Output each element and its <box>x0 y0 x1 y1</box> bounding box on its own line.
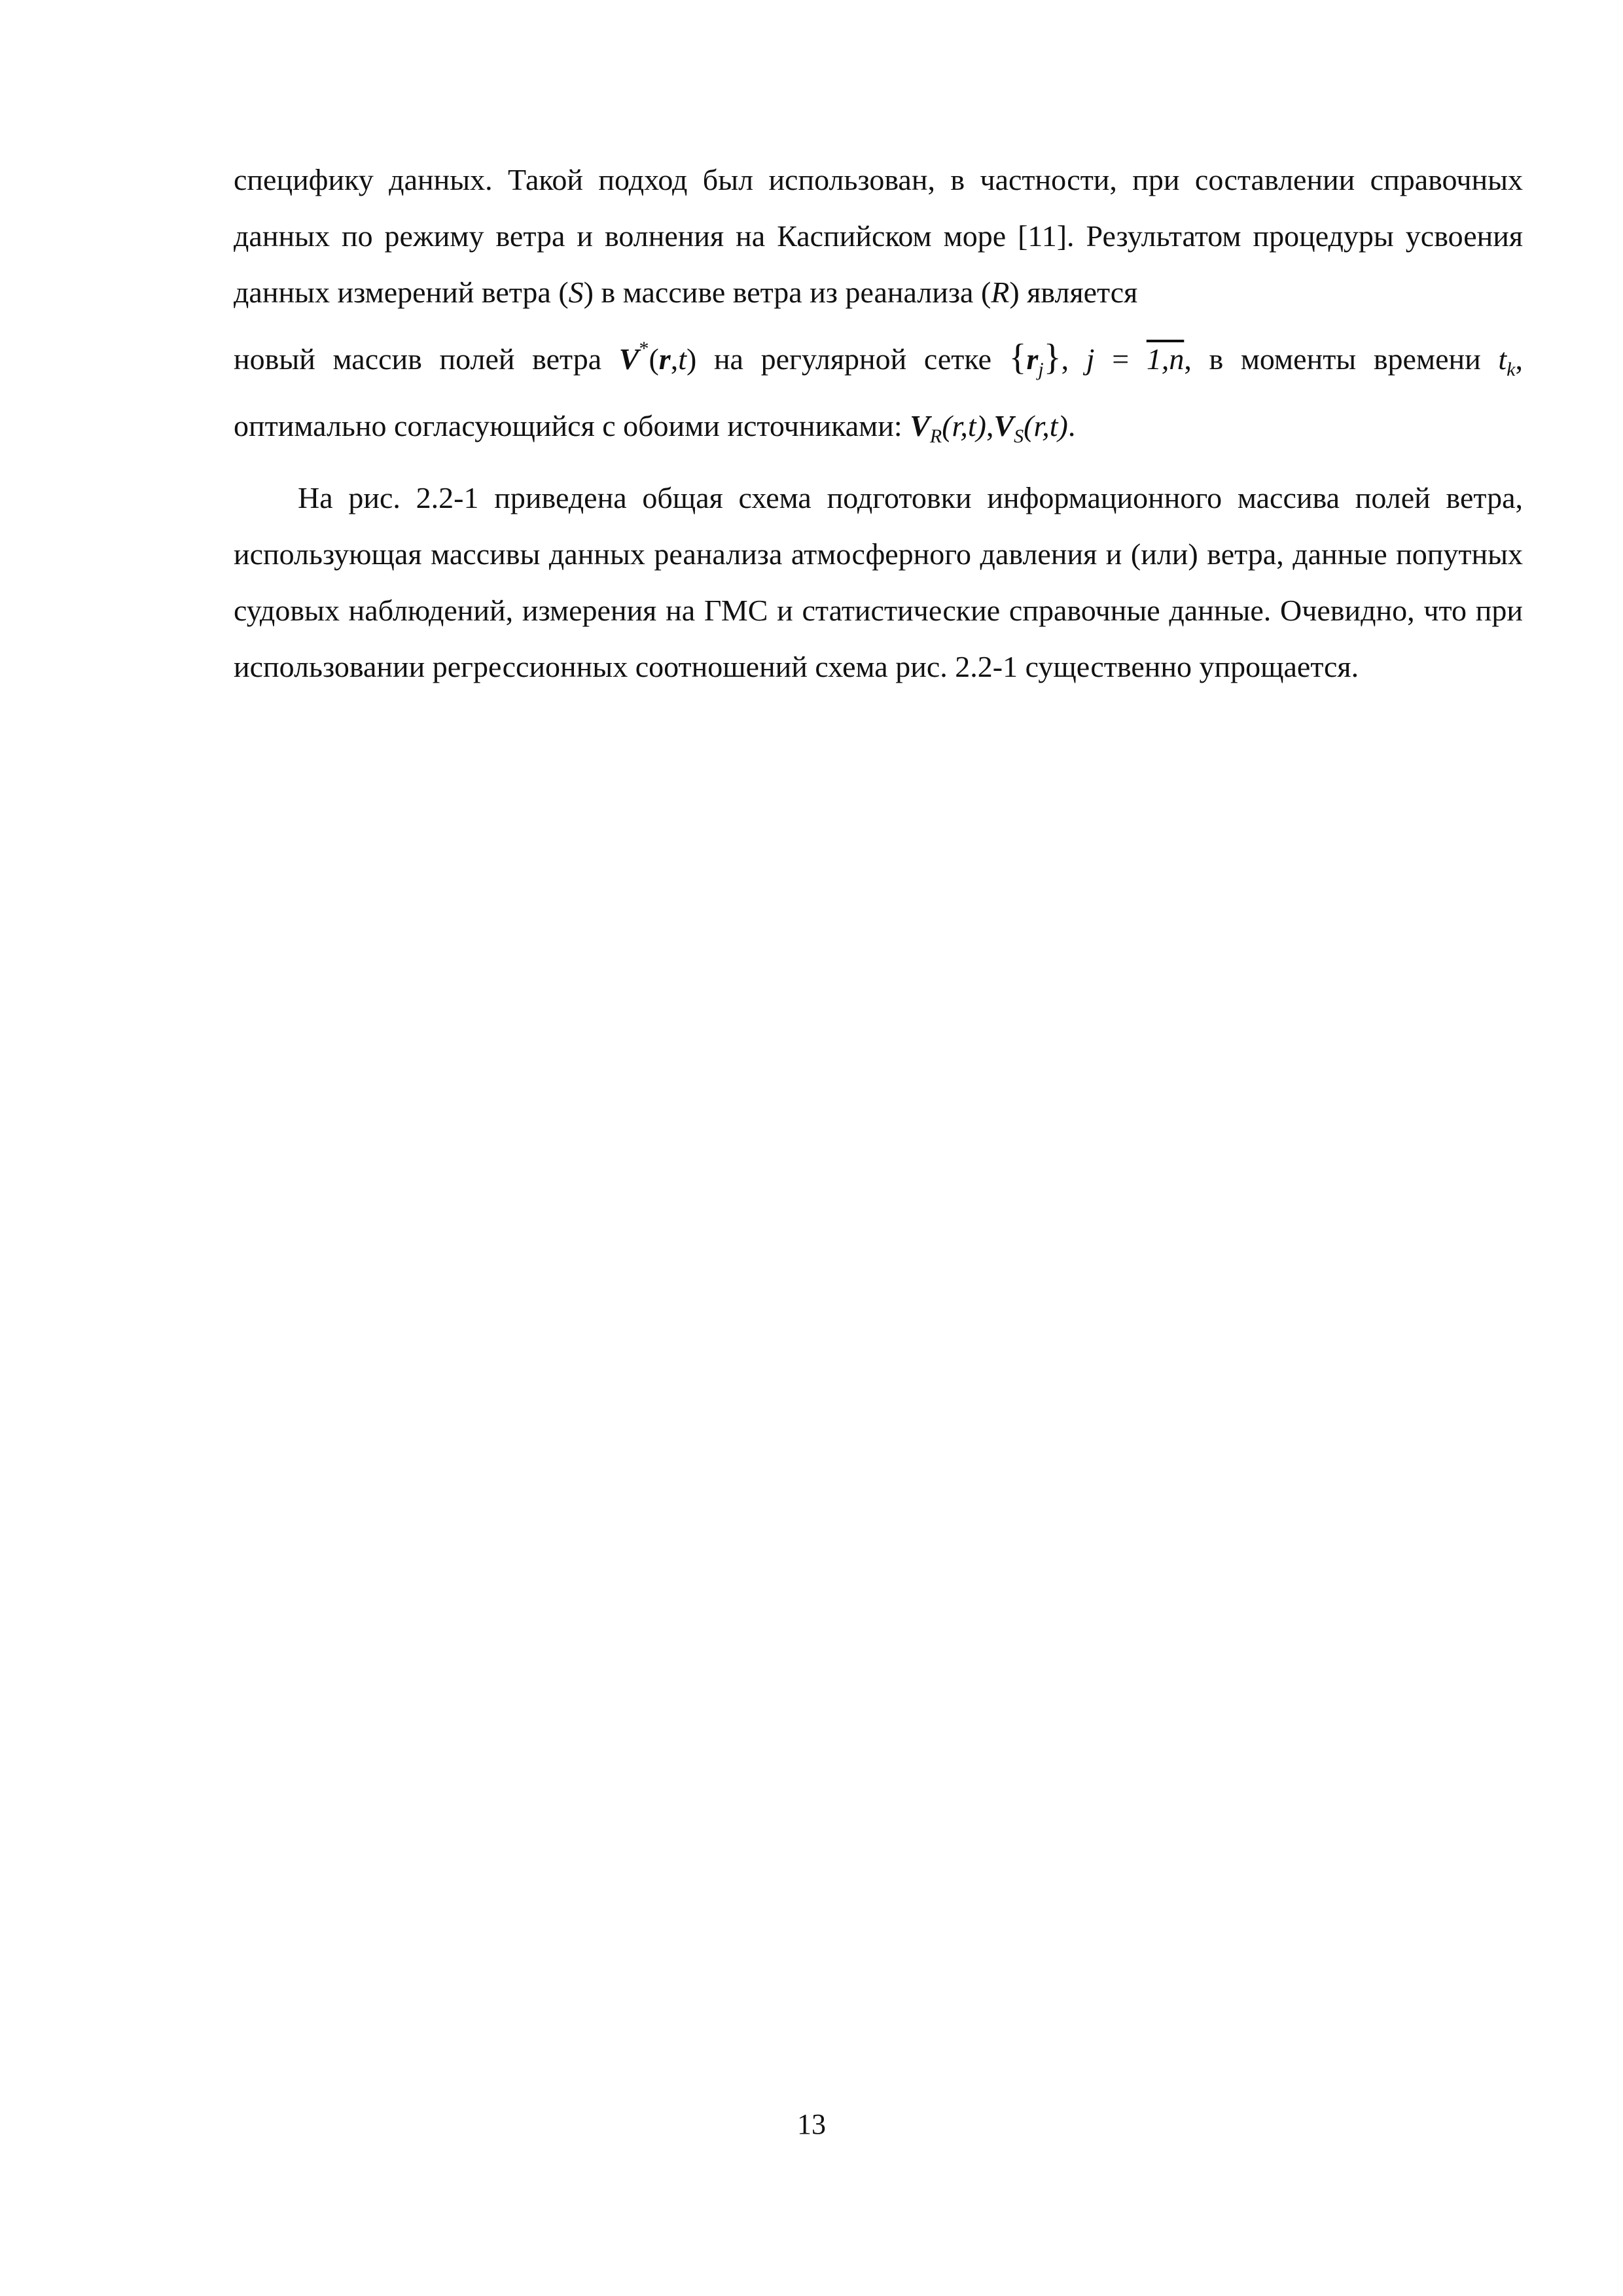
formula-grid-eq: = <box>1094 342 1147 376</box>
line-5-end: . <box>1067 409 1076 442</box>
formula-grid-r: r <box>1026 342 1039 376</box>
line-4-start: новый массив полей ветра <box>234 342 602 376</box>
line-5-start: оптимально согласующийся с обоими источниками: <box>234 409 902 442</box>
formula-sources-v1: V <box>910 409 930 442</box>
paragraph-1-text-mid-1: ) в массиве ветра из реанализа ( <box>583 276 991 309</box>
formula-v: V <box>618 342 639 376</box>
paragraph-1-text-start: специфику данных. Такой подход был использован, в частности, при составлении справочных данных по режиму ветра и волнения на Каспийском море [11]. Результатом процедуры усвоения данных измерений ветра ( <box>234 163 1523 309</box>
body-text <box>234 152 1523 695</box>
formula-close-paren: ) <box>686 342 697 376</box>
formula-time <box>1498 342 1516 380</box>
formula-sources <box>910 409 1068 447</box>
formula-comma: , <box>670 342 679 376</box>
paragraph-1 <box>234 152 1523 465</box>
formula-time-k: k <box>1507 359 1516 380</box>
formula-sources-comma: , <box>986 409 994 442</box>
line-4-mid: на регулярной сетке <box>713 342 991 376</box>
paragraph-2: На рис. 2.2-1 приведена общая схема подготовки информационного массива полей ветра, использующая массивы данных реанализа атмосферного давления и (или) ветра, данные попутных судовых наблюдений, измерения на ГМС и статистические справочные данные. Очевидно, что при использовании регрессионных соотношений схема рис. 2.2-1 существенно упрощается. <box>234 481 1523 683</box>
formula-line-2 <box>234 398 1523 465</box>
formula-sources-args-1: (r,t) <box>942 409 986 442</box>
var-r: R <box>991 276 1010 309</box>
formula-grid <box>1008 337 1185 380</box>
line-4-end: , в моменты времени <box>1184 342 1481 376</box>
formula-open-paren: ( <box>649 342 659 376</box>
formula-grid-j: j <box>1086 342 1095 376</box>
formula-grid-j-sub: j <box>1038 359 1044 380</box>
formula-time-t: t <box>1498 342 1507 376</box>
formula-sources-r-sub: R <box>929 425 942 447</box>
formula-left-brace: { <box>1008 337 1027 378</box>
formula-right-brace: } <box>1043 337 1061 378</box>
formula-wind-field <box>618 338 697 376</box>
formula-t: t <box>678 342 687 376</box>
formula-r: r <box>658 342 671 376</box>
formula-sources-s-sub: S <box>1014 425 1024 447</box>
formula-sources-v2: V <box>993 409 1014 442</box>
formula-sources-args-2: (r,t) <box>1024 409 1068 442</box>
formula-grid-sep: , <box>1061 342 1069 376</box>
formula-grid-range: 1,n <box>1146 342 1185 376</box>
formula-line <box>234 321 1523 398</box>
var-s: S <box>568 276 584 309</box>
paragraph-1-text-mid-2: ) является <box>1009 276 1138 309</box>
line-4-trail: , <box>1515 342 1523 376</box>
page-number: 13 <box>797 2108 826 2140</box>
formula-star: * <box>639 338 649 359</box>
